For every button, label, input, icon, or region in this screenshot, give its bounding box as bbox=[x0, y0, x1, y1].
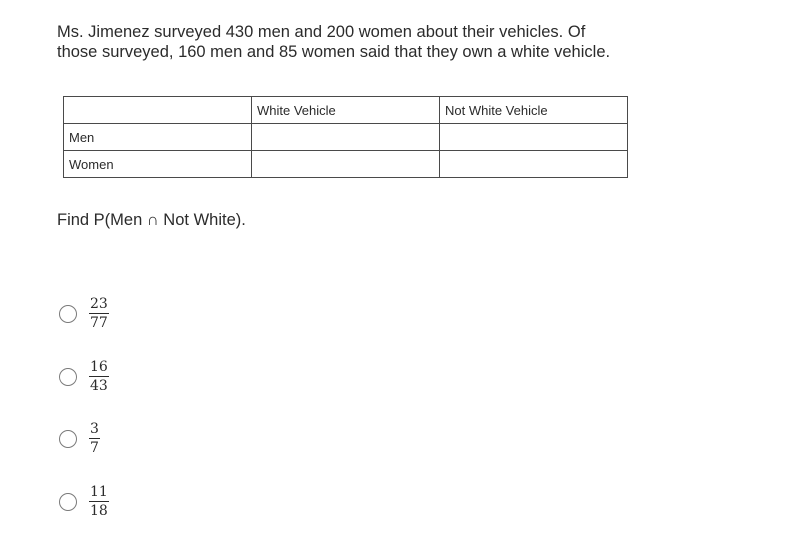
fraction-numerator: 23 bbox=[90, 296, 108, 312]
table-row bbox=[64, 151, 628, 178]
table-cell bbox=[252, 151, 440, 178]
fraction-numerator: 11 bbox=[90, 484, 108, 500]
fraction-numerator: 16 bbox=[90, 359, 108, 375]
two-way-table bbox=[63, 96, 628, 178]
fraction-denominator: 18 bbox=[90, 503, 108, 519]
fraction-numerator: 3 bbox=[90, 421, 99, 437]
radio-button[interactable] bbox=[59, 430, 77, 448]
table-row-label: Men bbox=[64, 124, 252, 151]
fraction bbox=[89, 484, 109, 519]
table-header-row bbox=[64, 97, 628, 124]
answer-choice-4[interactable] bbox=[59, 484, 109, 519]
answer-choice-1[interactable] bbox=[59, 296, 109, 331]
fraction-denominator: 43 bbox=[90, 378, 108, 394]
question-text bbox=[57, 22, 657, 62]
radio-button[interactable] bbox=[59, 493, 77, 511]
radio-button[interactable] bbox=[59, 305, 77, 323]
radio-button[interactable] bbox=[59, 368, 77, 386]
table-cell bbox=[440, 151, 628, 178]
fraction bbox=[89, 421, 100, 456]
question-line-2: those surveyed, 160 men and 85 women said that they own a white vehicle. bbox=[57, 43, 611, 61]
answer-choice-3[interactable] bbox=[59, 421, 100, 456]
table-cell bbox=[252, 124, 440, 151]
table-header-cell: White Vehicle bbox=[252, 97, 440, 124]
fraction bbox=[89, 359, 109, 394]
question-line-1: Ms. Jimenez surveyed 430 men and 200 women about their vehicles. Of bbox=[57, 23, 586, 41]
prompt-text: Find P(Men ∩ Not White). bbox=[57, 211, 246, 229]
answer-choice-2[interactable] bbox=[59, 359, 109, 394]
table-cell bbox=[440, 124, 628, 151]
table-row-label: Women bbox=[64, 151, 252, 178]
table-header-cell bbox=[64, 97, 252, 124]
table-row bbox=[64, 124, 628, 151]
table-header-cell: Not White Vehicle bbox=[440, 97, 628, 124]
fraction bbox=[89, 296, 109, 331]
fraction-denominator: 77 bbox=[90, 315, 108, 331]
fraction-denominator: 7 bbox=[90, 440, 99, 456]
